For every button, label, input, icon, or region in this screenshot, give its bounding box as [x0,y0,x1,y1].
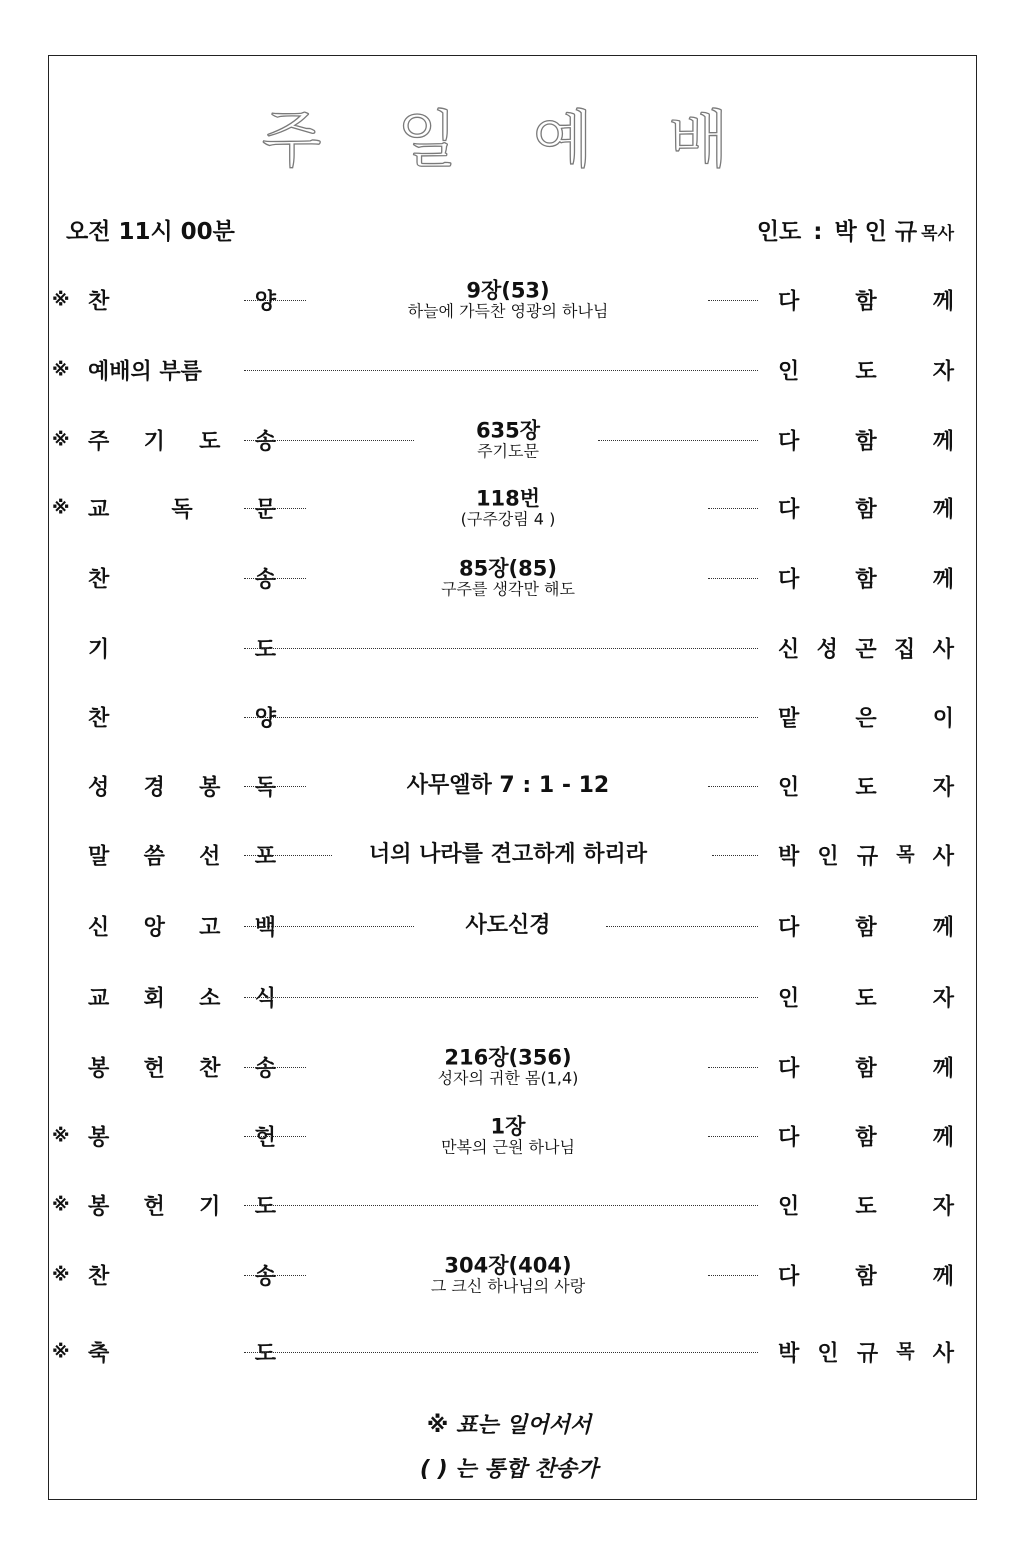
label-char: 봉 [88,1194,110,1220]
leader-dots [244,370,758,371]
hymn-or-passage: 85장(85) [459,556,557,581]
order-item-person [778,1052,954,1083]
page-title: 주 일 예 배 [261,103,757,176]
label-char: 헌 [143,1194,165,1220]
person-char: 께 [932,289,954,315]
order-row [50,1040,960,1094]
label-char: 봉 [199,775,221,801]
person-char: 자 [932,359,954,385]
label-char: 찬 [88,567,110,593]
person-char: 께 [932,429,954,455]
label-char: 경 [143,775,165,801]
person-char: 께 [932,1264,954,1290]
person-char: 께 [932,915,954,941]
person-char: 함 [855,1264,877,1290]
person-char: 함 [855,915,877,941]
leader-dots [708,1136,758,1137]
order-item-detail [306,488,710,529]
order-row [50,1178,960,1232]
hymn-or-passage: 635장 [475,418,541,443]
leader-dots [244,300,306,301]
person-char: 인 [778,775,800,801]
order-row [50,690,960,744]
person-char: 인 [817,1341,839,1367]
person-char: 다 [778,1125,800,1151]
label-char: 문 [254,497,276,523]
order-item-detail [306,1116,710,1157]
person-char: 다 [778,497,800,523]
order-row [50,1109,960,1163]
standing-mark: ※ [52,1125,70,1147]
leader-dots [708,300,758,301]
order-item-person [778,982,954,1013]
footer-note-standing: ※ 표는 일어서서 [426,1413,592,1438]
hymn-or-passage: 사도신경 [465,912,551,938]
order-row [50,1325,960,1379]
hymn-or-passage: 118번 [475,486,541,511]
person-char: 다 [778,915,800,941]
person-char: 다 [778,1264,800,1290]
order-item-detail [306,914,710,938]
person-char: 함 [855,567,877,593]
order-item-detail [306,843,710,867]
label-char: 신 [88,915,110,941]
hymn-or-passage: 304장(404) [444,1253,572,1278]
standing-mark: ※ [52,497,70,519]
person-char: 목 [896,843,915,866]
order-row [50,899,960,953]
order-item-person [778,771,954,802]
label-char: 헌 [143,1056,165,1082]
order-item-person [778,911,954,942]
label-char: 축 [88,1341,110,1367]
label-char: 회 [143,986,165,1012]
order-item-person [778,840,954,871]
person-char: 께 [932,567,954,593]
label-char: 도 [199,429,221,455]
label-char: 기 [199,1194,221,1220]
leader-dots [708,508,758,509]
order-row [50,273,960,327]
order-item-person [778,285,954,316]
label-char: 씀 [143,844,165,870]
person-char: 박 [778,844,800,870]
order-item-detail [306,558,710,599]
person-char: 규 [856,1341,879,1367]
label-char: 찬 [199,1056,221,1082]
label-char: 양 [254,289,276,315]
standing-mark: ※ [52,1341,70,1363]
hymn-title: 하늘에 가득찬 영광의 하나님 [407,301,609,321]
person-char: 도 [855,1194,877,1220]
leader-separator: : [813,219,823,245]
person-char: 자 [932,1194,954,1220]
leader-dots [244,1275,306,1276]
label-char: 예배의 부름 [88,359,202,385]
label-char: 송 [254,1056,276,1082]
standing-mark: ※ [52,359,70,381]
person-char: 사 [932,1341,954,1367]
label-char: 찬 [88,1264,110,1290]
label-char: 송 [254,567,276,593]
label-char: 찬 [88,289,110,315]
order-item-person [778,1121,954,1152]
label-char: 봉 [88,1056,110,1082]
person-char: 자 [932,775,954,801]
label-char: 기 [143,429,165,455]
leader-dots [708,1275,758,1276]
person-char: 함 [855,429,877,455]
leader-label: 인도 [756,219,802,245]
person-char: 자 [932,986,954,1012]
label-char: 말 [88,844,110,870]
person-char: 께 [932,1056,954,1082]
person-char: 다 [778,429,800,455]
order-row [50,970,960,1024]
leader-title: 목사 [921,224,954,244]
order-item-person [778,563,954,594]
hymn-title: (구주강림 4 ) [460,509,556,529]
person-char: 곤 [855,637,877,663]
label-char: 독 [254,775,276,801]
order-item-person [778,1190,954,1221]
person-char: 인 [778,1194,800,1220]
person-char: 도 [855,986,877,1012]
order-item-detail [306,420,710,461]
order-item-detail [306,1047,710,1088]
order-item-person [778,1260,954,1291]
person-char: 께 [932,1125,954,1151]
label-char: 백 [254,915,276,941]
person-char: 박 [778,1341,800,1367]
label-char: 도 [254,1341,276,1367]
standing-mark: ※ [52,1194,70,1216]
person-char: 인 [817,844,839,870]
label-char: 양 [254,706,276,732]
person-char: 도 [855,359,877,385]
person-char: 이 [932,706,954,732]
label-char: 주 [88,429,110,455]
person-char: 함 [855,1125,877,1151]
order-item-person [778,493,954,524]
standing-mark: ※ [52,1264,70,1286]
hymn-or-passage: 너의 나라를 견고하게 하리라 [368,841,647,867]
service-leader [757,212,954,254]
service-time: 오전 11시 00분 [66,219,235,245]
person-char: 함 [855,289,877,315]
hymn-or-passage: 9장(53) [466,278,550,303]
person-char: 함 [855,497,877,523]
person-char: 사 [932,844,954,870]
person-char: 다 [778,1056,800,1082]
hymn-or-passage: 1장 [490,1114,526,1139]
order-row [50,759,960,813]
order-row [50,621,960,675]
label-char: 헌 [254,1125,276,1151]
label-char: 송 [254,429,276,455]
order-row [50,1248,960,1302]
order-item-detail [306,280,710,321]
person-char: 맡 [778,706,800,732]
hymn-title: 만복의 근원 하나님 [441,1137,575,1157]
order-row [50,551,960,605]
person-char: 규 [856,844,879,870]
footer-note-hymnal: ( ) 는 통합 찬송가 [419,1457,599,1482]
person-char: 목 [896,1340,915,1363]
order-item-person [778,355,954,386]
label-char: 교 [88,497,110,523]
leader-dots [708,1067,758,1068]
label-char: 기 [88,637,110,663]
leader-dots [244,997,758,998]
order-row [50,343,960,397]
label-char: 독 [171,497,193,523]
order-item-person [778,425,954,456]
person-char: 사 [932,637,954,663]
order-row [50,481,960,535]
label-char: 봉 [88,1125,110,1151]
order-item-person [778,702,954,733]
leader-dots [244,786,306,787]
person-char: 함 [855,1056,877,1082]
person-char: 인 [778,986,800,1012]
person-char: 께 [932,497,954,523]
person-char: 집 [894,637,916,663]
order-row [50,413,960,467]
person-char: 인 [778,359,800,385]
hymn-or-passage: 216장(356) [444,1045,572,1070]
leader-dots [244,1136,306,1137]
standing-mark: ※ [52,429,70,451]
hymn-title: 그 크신 하나님의 사랑 [430,1276,586,1296]
person-char: 다 [778,567,800,593]
leader-dots [244,508,306,509]
label-char: 교 [88,986,110,1012]
order-item-person [778,633,954,664]
label-char: 앙 [143,915,165,941]
label-char: 도 [254,1194,276,1220]
leader-dots [708,786,758,787]
order-item-detail [306,1255,710,1296]
standing-mark: ※ [52,289,70,311]
leader-dots [244,648,758,649]
person-char: 은 [855,706,877,732]
leader-dots [244,1067,306,1068]
leader-dots [244,717,758,718]
label-char: 도 [254,637,276,663]
leader-name: 박 인 규 [834,219,918,245]
person-char: 성 [816,637,838,663]
leader-dots [244,1352,758,1353]
leader-dots [708,578,758,579]
person-char: 신 [778,637,800,663]
label-char: 식 [254,986,276,1012]
leader-dots [244,1205,758,1206]
person-char: 도 [855,775,877,801]
hymn-title: 구주를 생각만 해도 [441,579,575,599]
label-char: 포 [254,844,276,870]
label-char: 고 [199,915,221,941]
hymn-title: 성자의 귀한 몸(1,4) [437,1068,579,1088]
order-item-detail [306,774,710,798]
person-char: 다 [778,289,800,315]
label-char: 송 [254,1264,276,1290]
leader-dots [244,578,306,579]
label-char: 소 [199,986,221,1012]
leader-dots [712,855,758,856]
order-row [50,828,960,882]
label-char: 찬 [88,706,110,732]
hymn-title: 주기도문 [477,441,539,461]
order-item-person [778,1337,954,1368]
label-char: 성 [88,775,110,801]
hymn-or-passage: 사무엘하 7 : 1 - 12 [406,772,610,798]
label-char: 선 [199,844,221,870]
